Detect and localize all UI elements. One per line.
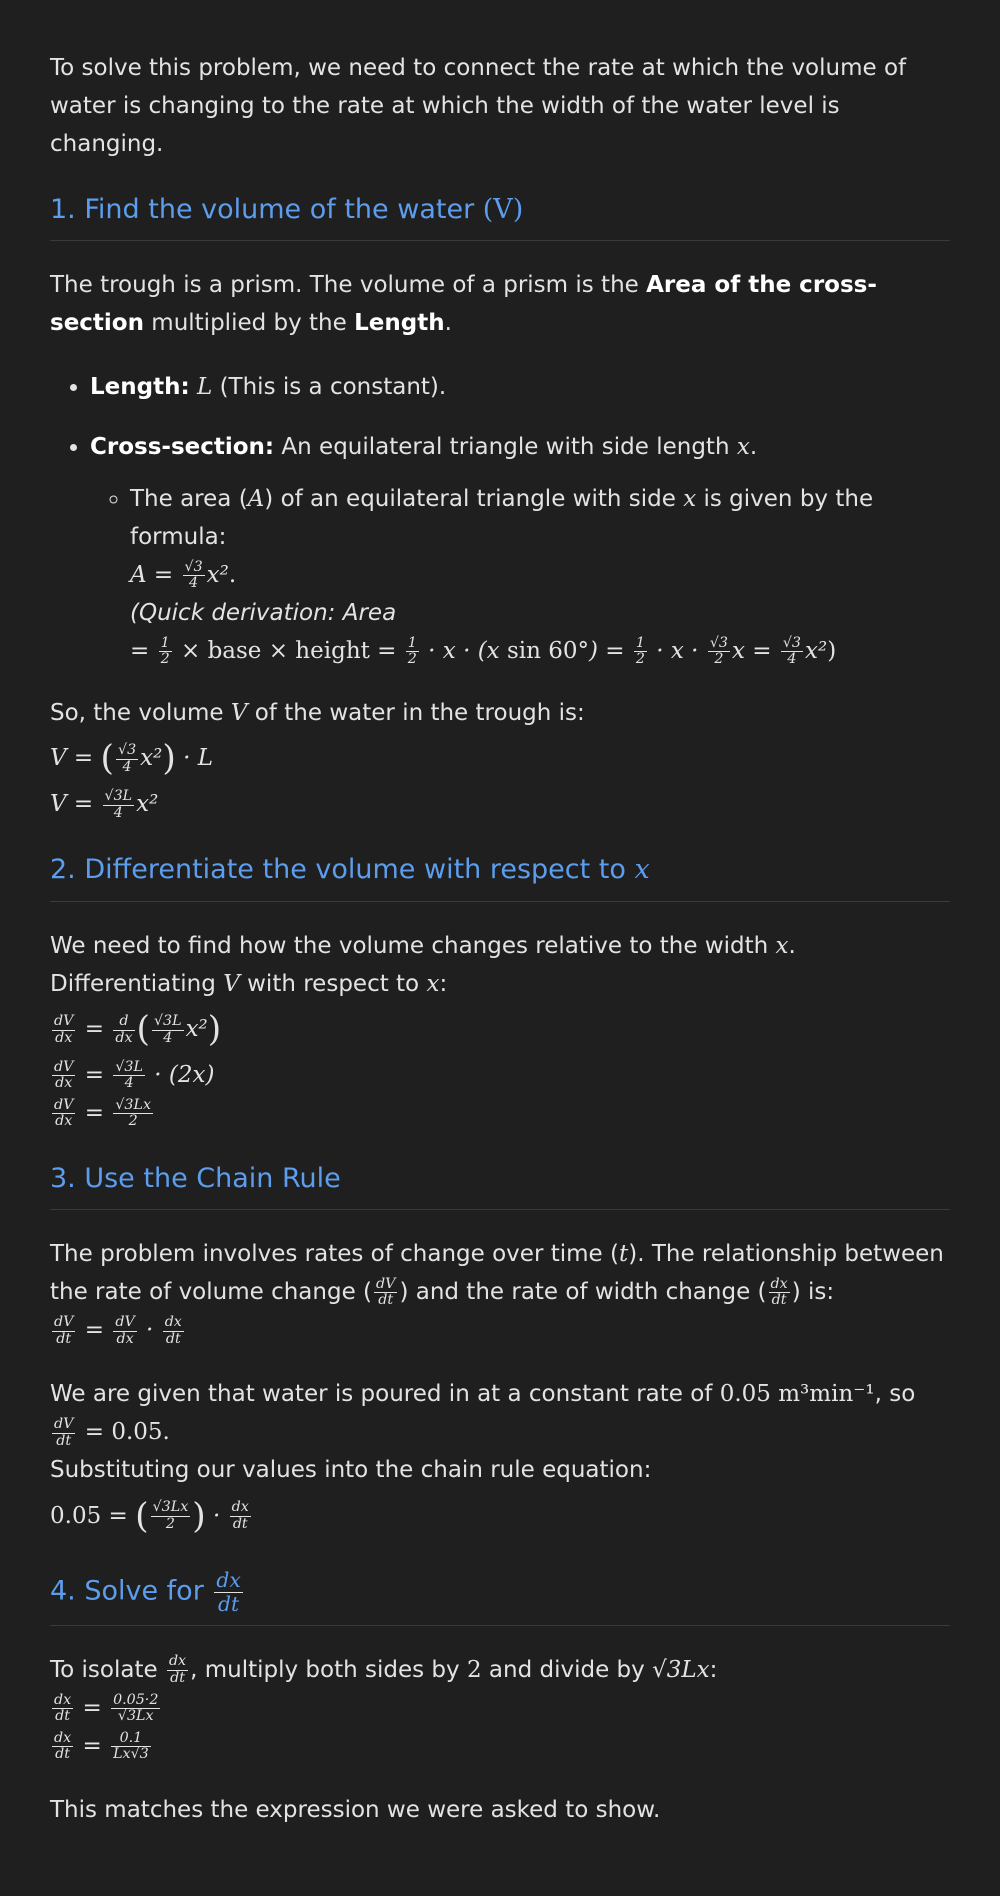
sub-list [90,481,950,671]
solve-block: To isolate $\frac{dx}{dt}$ , multiply both sides by 2 and divide by √3Lx: $\frac{dx}{dt}$ = $\frac{0.05\cdot 2}{√3Lx}$ $\frac{dx}{dt}$ = $\frac{0.1}{Lx√3}$ [50,1653,718,1763]
substituted-formula: 0.05 = ( $\frac{√3Lx}{2}$ ) · $\frac{dx}{dt}$ [50,1495,249,1536]
section-4-heading: 4. Solve for $\frac{dx}{dt}$ [50,1569,950,1626]
derivative-formula-3: $\frac{dV}{dx}$ = $\frac{√3Lx}{2}$ [54,1096,151,1130]
derivation-formula: = $\frac{1}{2}$ × base × height = $\frac{1}{2}$ · x · (x sin 60°) = $\frac{1}{2}$ · x · $\frac{√3}{2}$ x = $\frac{√3}{4}$ x²) [130,634,837,668]
differentiate-block: We need to find how the volume changes relative to the width x. Differentiating V with respect to x: $\frac{dV}{dx}$ = $\frac{d}{dx}$ ( $\frac{√3L}{4}$ x²) $\frac{dV}{dx}$ = $\frac{√3L}{4}$ · (2x) $\frac{dV}{dx}$ = $\frac{√3Lx}{2}$ [50,932,796,1130]
conclusion-paragraph: This matches the expression we were asked to show. [50,1796,661,1823]
solve-formula-1: $\frac{dx}{dt}$ = $\frac{0.05\cdot 2}{√3Lx}$ [54,1691,159,1725]
list-item-area: ◦ The area (A) of an equilateral triangle with side x is given by the formula: A = $\frac{√3}{4}$ x². (Quick derivation: Area = $\frac{1}{2}$ × base × height = $\frac{1}{2}$ · x · (x sin 60°) = $\frac{1}{2}$ · x · $\frac{√3}{2}$ x = $\frac{√3}{4}$ x²) [130,481,950,671]
section-3-heading: 3. Use the Chain Rule [50,1159,950,1211]
definition-list [50,369,950,671]
derivative-formula-2: $\frac{dV}{dx}$ = $\frac{√3L}{4}$ · (2x) [54,1058,215,1092]
given-rate-formula: $\frac{dV}{dt}$ = 0.05. [54,1415,170,1449]
solve-formula-2: $\frac{dx}{dt}$ = $\frac{0.1}{Lx√3}$ [54,1729,149,1763]
section-1-heading: 1. Find the volume of the water (V) [50,190,950,242]
section-2-heading: 2. Differentiate the volume with respect to x [50,850,950,902]
chain-rule-paragraph: The problem involves rates of change over time (t). The relationship between the rate of volume change ( $\frac{dV}{dt}$ ) and the rate of width change ( $\frac{dx}{dt}$ ) is: $\frac{dV}{dt}$ = $\frac{dV}{dx}$ · $\frac{dx}{dt}$ [50,1241,944,1347]
intro-paragraph: To solve this problem, we need to connect the rate at which the volume of water is changing to the rate at which the width of the water level is changing. [50,55,907,157]
derivative-formula-1: $\frac{dV}{dx}$ = $\frac{d}{dx}$ ( $\frac{√3L}{4}$ x²) [54,1009,222,1050]
area-formula: A = $\frac{√3}{4}$ x². [130,558,237,592]
volume-formula-2: V = $\frac{√3L}{4}$ x² [50,787,159,821]
chain-rule-formula: $\frac{dV}{dt}$ = $\frac{dV}{dx}$ · $\frac{dx}{dt}$ [54,1314,182,1347]
prism-paragraph: The trough is a prism. The volume of a prism is the Area of the cross-section multiplied by the Length. [50,272,877,337]
quick-derivation-label: (Quick derivation: Area [130,599,397,626]
given-rate-block: We are given that water is poured in at a constant rate of 0.05 m³min⁻¹, so $\frac{dV}{dt}$ = 0.05. Substituting our values into the chain rule equation: 0.05 = ( $\frac{√3Lx}{2}$ ) · $\frac{dx}{dt}$ [50,1381,916,1536]
list-item-length: • Length: L (This is a constant). [90,369,950,407]
list-item-cross-section: • Cross-section: An equilateral triangle with side length x. ◦ The area (A) of an equilateral triangle with side x is given by the formula: A = $\frac{√3}{4}$ x². (Quick derivation: Area = $\frac{1}{2}$ × base × height = $\frac{1}{2}$ · x · (x sin 60°) = $\frac{1}{2}$ · x · $\frac{√3}{2}$ x = $\frac{√3}{4}$ x²) [90,429,950,671]
volume-formula-1: V = ( $\frac{√3}{4}$ x²) · L [50,738,214,779]
volume-block: So, the volume V of the water in the trough is: V = ( $\frac{√3}{4}$ x²) · L V = $\frac{√3L}{4}$ x² [50,699,585,821]
